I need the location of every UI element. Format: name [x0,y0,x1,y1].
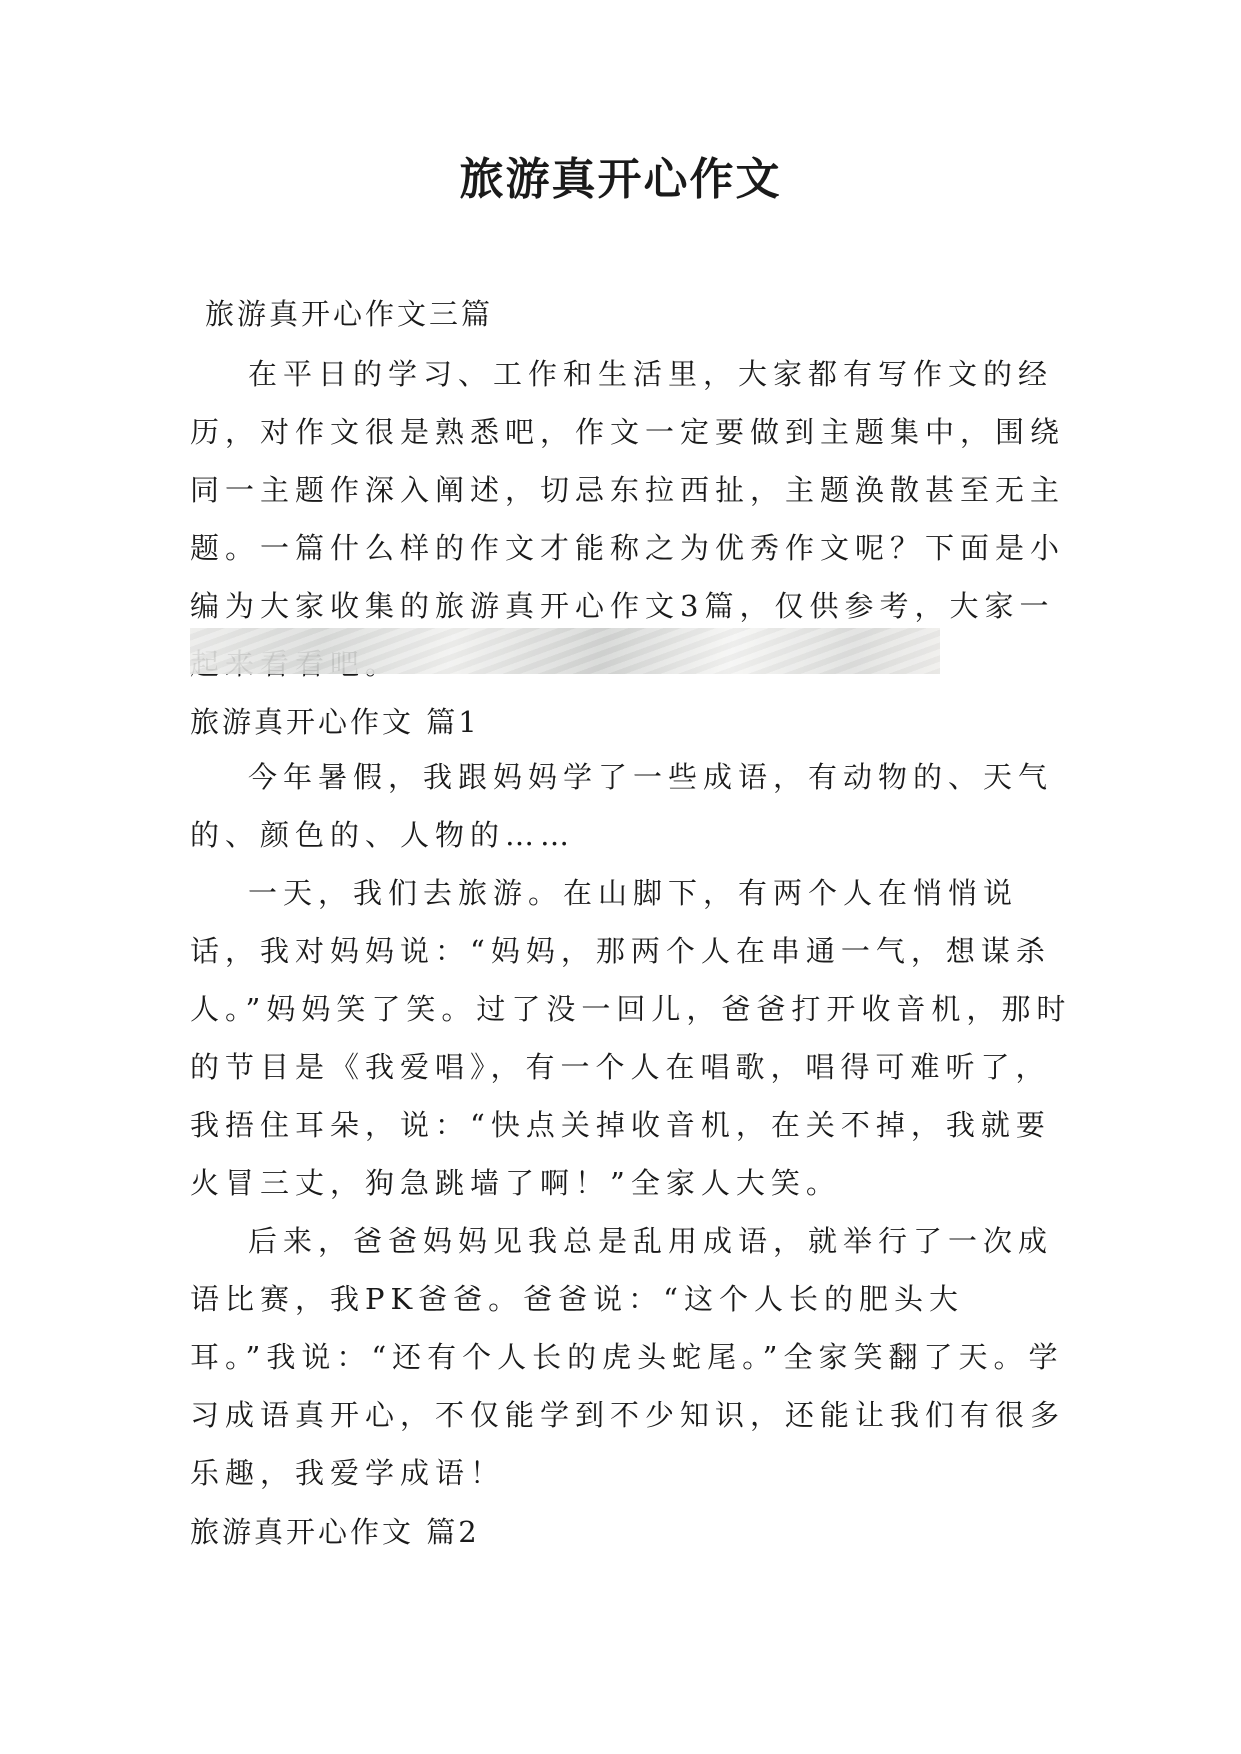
section-1-paragraph: 后来，爸爸妈妈见我总是乱用成语，就举行了一次成语比赛，我PK爸爸。爸爸说：“这个人长的肥头大耳。”我说：“还有个人长的虎头蛇尾。”全家笑翻了天。学习成语真开心，不仅能学到不少知识，还能让我们有很多乐趣，我爱学成语！ [190,1224,1066,1490]
section-1-heading: 旅游真开心作文 篇1 [190,705,480,739]
section-1-paragraph: 一天，我们去旅游。在山脚下，有两个人在悄悄说话，我对妈妈说：“妈妈，那两个人在串通一气，想谋杀人。”妈妈笑了笑。过了没一回儿，爸爸打开收音机，那时的节目是《我爱唱》，有一个人在唱歌，唱得可难听了，我捂住耳朵，说：“快点关掉收音机，在关不掉，我就要火冒三丈，狗急跳墙了啊！”全家人大笑。 [190,876,1072,1200]
document-title: 旅游真开心作文 [459,154,782,205]
intro-paragraph: 在平日的学习、工作和生活里，大家都有写作文的经历，对作文很是熟悉吧，作文一定要做到主题集中，围绕同一主题作深入阐述，切忌东拉西扯，主题涣散甚至无主题。一篇什么样的作文才能称之为优秀作文呢？下面是小编为大家收集的旅游真开心作文3篇，仅供参考，大家一 [190,357,1066,623]
decorative-image-strip [190,628,940,674]
section-1-body [190,748,1075,1502]
document-subtitle: 旅游真开心作文三篇 [205,297,494,331]
section-1-paragraph: 今年暑假，我跟妈妈学了一些成语，有动物的、天气的、颜色的、人物的…… [190,760,1054,852]
section-2-heading: 旅游真开心作文 篇2 [190,1515,480,1549]
